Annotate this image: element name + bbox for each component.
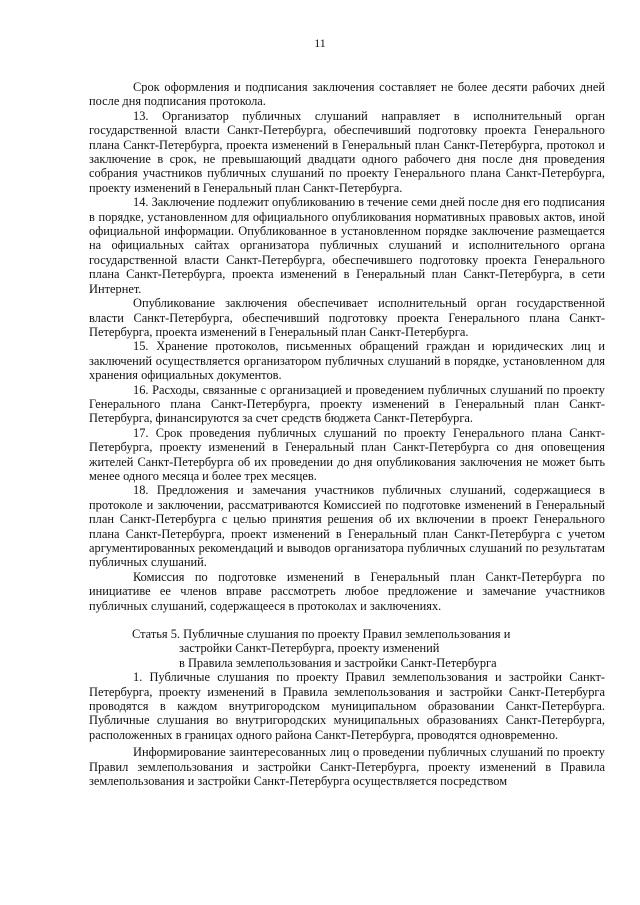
paragraph-17: 17. Срок проведения публичных слушаний по проекту Генерального плана Санкт-Петербурга, проекту изменений в Генеральный план Санкт-Петербурга со дня оповещения жителей Санкт-Петербурга об их проведении до дня опубликования заключения не может быть менее одного месяца и более трех месяцев.: [89, 425, 605, 483]
article-5-paragraph-1: 1. Публичные слушания по проекту Правил землепользования и застройки Санкт-Петербурга, проекту изменений в Правила землепользования и застройки Санкт-Петербурга проводятся в каждом внутригородском муниципальном образовании Санкт-Петербурга. Публичные слушания во внутригородских муниципальных образованиях Санкт-Петербурга, расположенных в границах одного района Санкт-Петербурга, проводятся одновременно.: [89, 670, 605, 742]
article-5-heading: [89, 627, 605, 670]
article-5-heading-line-2: застройки Санкт-Петербурга, проекту изменений: [179, 641, 440, 656]
article-5-heading-line-3: в Правила землепользования и застройки Санкт-Петербурга: [179, 655, 497, 670]
page-number: 11: [314, 36, 326, 50]
paragraph-14-publication: Опубликование заключения обеспечивает исполнительный орган государственной власти Санкт-Петербурга, обеспечивший подготовку проекта Генерального плана Санкт-Петербурга, проекта изменений в Генеральный план Санкт-Петербурга.: [89, 296, 605, 339]
paragraph-13: 13. Организатор публичных слушаний направляет в исполнительный орган государственной власти Санкт-Петербурга, обеспечивший подготовку проекта Генерального плана Санкт-Петербурга, проекта изменений в Генеральный план Санкт-Петербурга, протокол и заключение в срок, не превышающий двадцати одного рабочего дня после дня проведения собрания участников публичных слушаний по проекту Генерального плана Санкт-Петербурга, проекту изменений в Генеральный план Санкт-Петербурга.: [89, 108, 605, 195]
section-gap: [89, 613, 605, 627]
paragraph-16: 16. Расходы, связанные с организацией и проведением публичных слушаний по проекту Генерального плана Санкт-Петербурга, проекту изменений в Генеральный план Санкт-Петербурга, финансируются за счет средств бюджета Санкт-Петербурга.: [89, 382, 605, 426]
paragraph-18-commission: Комиссия по подготовке изменений в Генеральный план Санкт-Петербурга по инициативе ее членов вправе рассмотреть любое предложение и замечание участников публичных слушаний, содержащееся в протоколах и заключениях.: [89, 569, 605, 613]
article-5-heading-line-1: Статья 5. Публичные слушания по проекту Правил землепользования и: [132, 627, 511, 642]
paragraph-15: 15. Хранение протоколов, письменных обращений граждан и юридических лиц и заключений осуществляется организатором публичных слушаний в порядке, установленном для хранения официальных документов.: [89, 339, 605, 383]
paragraph-18: 18. Предложения и замечания участников публичных слушаний, содержащиеся в протоколе и заключении, рассматриваются Комиссией по подготовке изменений в Генеральный план Санкт-Петербурга с целью принятия решения об их включении в проект Генерального плана Санкт-Петербурга, проект изменений в Генеральный план Санкт-Петербурга с учетом аргументированных рекомендаций и выводов организатора публичных слушаний по результатам публичных слушаний.: [89, 483, 605, 570]
paragraph-conclusion-deadline: Срок оформления и подписания заключения составляет не более десяти рабочих дней после дня подписания протокола.: [89, 80, 605, 109]
article-5-paragraph-informing: Информирование заинтересованных лиц о проведении публичных слушаний по проекту Правил землепользования и застройки Санкт-Петербурга, проекту изменений в Правила землепользования и застройки Санкт-Петербурга осуществляется посредством: [89, 745, 605, 789]
document-body: [89, 80, 605, 789]
paragraph-14: 14. Заключение подлежит опубликованию в течение семи дней после дня его подписания в порядке, установленном для официального опубликования нормативных правовых актов, иной официальной информации. Опубликованное в установленном порядке заключение размещается на официальных сайтах организатора публичных слушаний и исполнительного органа государственной власти Санкт-Петербурга, обеспечившего подготовку проекта Генерального плана Санкт-Петербурга, проекта изменений в Генеральный план Санкт-Петербурга, в сети Интернет.: [89, 195, 605, 296]
